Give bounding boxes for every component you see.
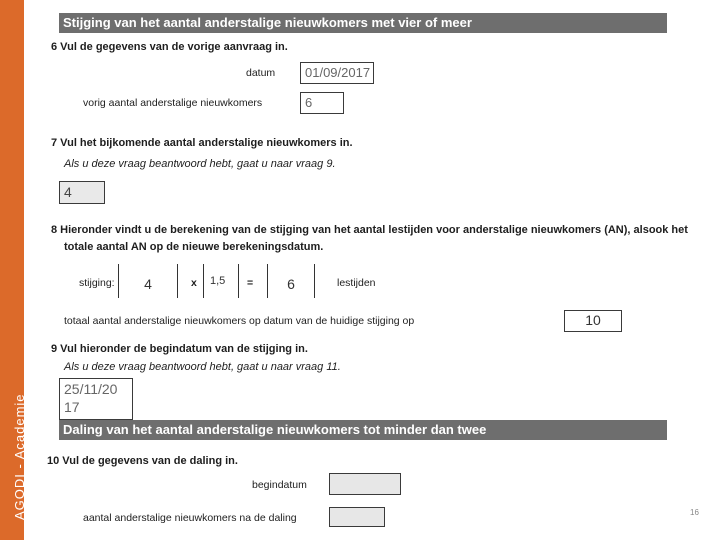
previous-count-field[interactable]: 6	[300, 92, 344, 114]
question-9-hint: Als u deze vraag beantwoord hebt, gaat u naar vraag 11.	[64, 361, 341, 373]
after-decrease-label: aantal anderstalige nieuwkomers na de daling	[83, 512, 297, 524]
lestijden-unit: lestijden	[337, 277, 376, 289]
start-date-field[interactable]	[59, 378, 133, 420]
question-8-title-line2: totale aantal AN op de nieuwe berekeningsdatum.	[64, 241, 324, 253]
start-date-line2: 17	[64, 399, 80, 415]
stijging-label: stijging:	[79, 277, 115, 289]
result-field[interactable]: 6	[267, 264, 315, 298]
question-10-title: 10 Vul de gegevens van de daling in.	[47, 455, 238, 467]
begindatum-field[interactable]	[329, 473, 401, 495]
begindatum-label: begindatum	[252, 479, 307, 491]
datum-field[interactable]: 01/09/2017	[300, 62, 374, 84]
section-header-decrease: Daling van het aantal anderstalige nieuwkomers tot minder dan twee	[59, 420, 667, 440]
equals-sign: =	[247, 277, 254, 289]
factor-b-field: 1,5	[203, 264, 239, 298]
datum-label: datum	[246, 67, 276, 79]
previous-count-label: vorig aantal anderstalige nieuwkomers	[83, 97, 263, 109]
times-sign: x	[191, 277, 197, 289]
factor-a-field[interactable]: 4	[118, 264, 178, 298]
additional-count-field[interactable]: 4	[59, 181, 105, 204]
form-page	[37, 0, 688, 530]
after-decrease-field[interactable]	[329, 507, 385, 527]
section-header-increase: Stijging van het aantal anderstalige nieuwkomers met vier of meer	[59, 13, 667, 33]
sidebar	[0, 0, 27, 540]
question-8-title-line1: 8 Hieronder vindt u de berekening van de stijging van het aantal lestijden voor anderstalige nieuwkomers (AN), alsook het	[51, 224, 688, 236]
question-6-title: 6 Vul de gegevens van de vorige aanvraag in.	[51, 41, 288, 53]
page-number: 16	[690, 508, 699, 517]
total-count-field[interactable]: 10	[564, 310, 622, 332]
question-7-hint: Als u deze vraag beantwoord hebt, gaat u naar vraag 9.	[64, 158, 336, 170]
start-date-line1: 25/11/20	[64, 381, 118, 397]
sidebar-label: AGODI - Academie	[12, 393, 27, 520]
total-count-label: totaal aantal anderstalige nieuwkomers op datum van de huidige stijging op	[64, 315, 415, 327]
question-7-title: 7 Vul het bijkomende aantal anderstalige nieuwkomers in.	[51, 137, 353, 149]
question-9-title: 9 Vul hieronder de begindatum van de stijging in.	[51, 343, 308, 355]
